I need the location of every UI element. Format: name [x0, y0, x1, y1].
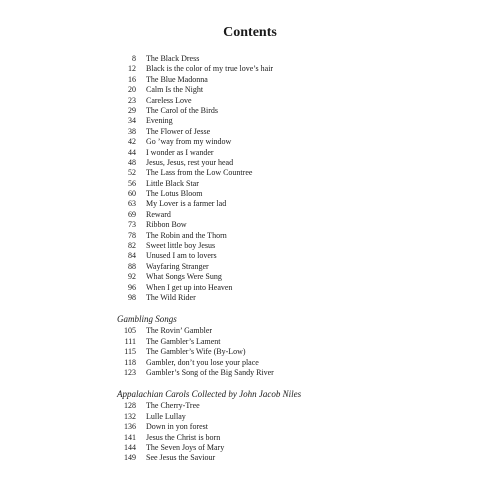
entry-title: Reward — [146, 209, 171, 219]
toc-section — [112, 389, 412, 463]
page-number: 118 — [124, 357, 136, 367]
toc-entry — [112, 283, 412, 293]
entry-title: Go ’way from my window — [146, 137, 232, 147]
entry-title: The Black Dress — [146, 54, 200, 63]
page-number: 34 — [128, 116, 136, 126]
toc-entry — [112, 220, 412, 230]
entry-title: Sweet little boy Jesus — [146, 241, 216, 251]
entry-title: Gambler’s Song of the Big Sandy River — [146, 367, 274, 377]
toc-entry — [112, 326, 412, 336]
entry-title: The Wild Rider — [146, 292, 196, 302]
page-number: 12 — [128, 64, 136, 74]
toc-entry — [112, 453, 412, 463]
entry-title: Calm Is the Night — [146, 85, 204, 95]
entry-title: Black is the color of my true love’s hair — [146, 64, 274, 74]
toc-entry — [112, 422, 412, 432]
page-number: 8 — [132, 54, 136, 63]
entry-title: The Flower of Jesse — [146, 126, 211, 136]
entry-title: Wayfaring Stranger — [146, 261, 209, 271]
page-number: 132 — [124, 411, 136, 421]
page-number: 42 — [128, 137, 136, 147]
page-number: 141 — [124, 432, 136, 442]
entry-title: My Lover is a farmer lad — [146, 199, 227, 209]
toc-entry — [112, 106, 412, 116]
entry-title: The Gambler’s Wife (By-Low) — [146, 347, 246, 357]
page-number: 44 — [128, 147, 136, 157]
entry-title: Lulle Lullay — [146, 411, 186, 421]
page-number: 16 — [128, 74, 136, 84]
toc-entry — [112, 64, 412, 74]
toc-entry — [112, 241, 412, 251]
entry-title: The Cherry-Tree — [146, 401, 200, 411]
toc-entry — [112, 199, 412, 209]
section-heading: Gambling Songs — [117, 314, 177, 325]
toc-entry — [112, 433, 412, 443]
page-number: 82 — [128, 241, 136, 251]
entry-title: The Blue Madonna — [146, 74, 208, 84]
entry-title: Jesus the Christ is born — [146, 432, 221, 442]
toc-entry — [112, 368, 412, 378]
page-number: 92 — [128, 272, 136, 282]
entry-title: The Lass from the Low Countree — [146, 168, 253, 178]
page-number: 29 — [128, 105, 136, 115]
toc-section — [112, 54, 412, 303]
page-number: 128 — [124, 401, 136, 411]
page-number: 52 — [128, 168, 136, 178]
entry-title: The Rovin’ Gambler — [146, 326, 213, 336]
toc-entry — [112, 293, 412, 303]
toc-entry — [112, 96, 412, 106]
toc-entry — [112, 412, 412, 422]
toc-entry — [112, 443, 412, 453]
toc-entry — [112, 116, 412, 126]
entry-title: See Jesus the Saviour — [146, 453, 216, 463]
page-number: 48 — [128, 157, 136, 167]
page-number: 78 — [128, 230, 136, 240]
toc-entry — [112, 127, 412, 137]
page-number: 149 — [124, 453, 136, 463]
toc-entry — [112, 75, 412, 85]
entry-title: The Gambler’s Lament — [146, 336, 221, 346]
toc-entry — [112, 358, 412, 368]
entry-title: What Songs Were Sung — [146, 272, 222, 282]
toc-entry — [112, 347, 412, 357]
page-number: 105 — [124, 326, 136, 336]
page-number: 20 — [128, 85, 136, 95]
entry-title: The Robin and the Thorn — [146, 230, 227, 240]
toc-entry — [112, 158, 412, 168]
entry-title: The Seven Joys of Mary — [146, 442, 225, 452]
entry-title: Gambler, don’t you lose your place — [146, 357, 259, 367]
table-of-contents — [112, 54, 412, 464]
page-number: 73 — [128, 220, 136, 230]
toc-entry — [112, 179, 412, 189]
page-number: 123 — [124, 367, 136, 377]
entry-title: Jesus, Jesus, rest your head — [146, 157, 234, 167]
page-number: 63 — [128, 199, 136, 209]
toc-entry — [112, 137, 412, 147]
toc-entry — [112, 85, 412, 95]
page-title: Contents — [223, 25, 277, 40]
section-heading: Appalachian Carols Collected by John Jacob Niles — [117, 389, 302, 400]
page-number: 96 — [128, 282, 136, 292]
page-number: 84 — [128, 251, 136, 261]
toc-entry — [112, 262, 412, 272]
entry-title: Ribbon Bow — [146, 220, 187, 230]
entry-title: Down in yon forest — [146, 422, 208, 432]
toc-entry — [112, 272, 412, 282]
page-number: 23 — [128, 95, 136, 105]
page-number: 136 — [124, 422, 136, 432]
page-number: 88 — [128, 261, 136, 271]
toc-entry — [112, 210, 412, 220]
page-number: 69 — [128, 209, 136, 219]
entry-title: When I get up into Heaven — [146, 282, 233, 292]
entry-title: I wonder as I wander — [146, 147, 214, 157]
toc-entry — [112, 231, 412, 241]
page-number: 115 — [124, 347, 136, 357]
toc-entry — [112, 148, 412, 158]
page-number: 56 — [128, 178, 136, 188]
page-number: 111 — [124, 336, 136, 346]
toc-entry — [112, 251, 412, 261]
entry-title: Careless Love — [146, 95, 192, 105]
page-number: 144 — [124, 442, 136, 452]
entry-title: The Carol of the Birds — [146, 105, 218, 115]
toc-entry — [112, 54, 412, 64]
entry-title: Unused I am to lovers — [146, 251, 217, 261]
toc-section — [112, 314, 412, 378]
toc-entry — [112, 168, 412, 178]
entry-title: The Lotus Bloom — [146, 189, 203, 199]
page-number: 60 — [128, 189, 136, 199]
entry-title: Little Black Star — [146, 178, 199, 188]
page-number: 98 — [128, 292, 136, 302]
page-number: 38 — [128, 126, 136, 136]
toc-entry — [112, 189, 412, 199]
entry-title: Evening — [146, 116, 173, 126]
toc-entry — [112, 337, 412, 347]
toc-entry — [112, 401, 412, 411]
